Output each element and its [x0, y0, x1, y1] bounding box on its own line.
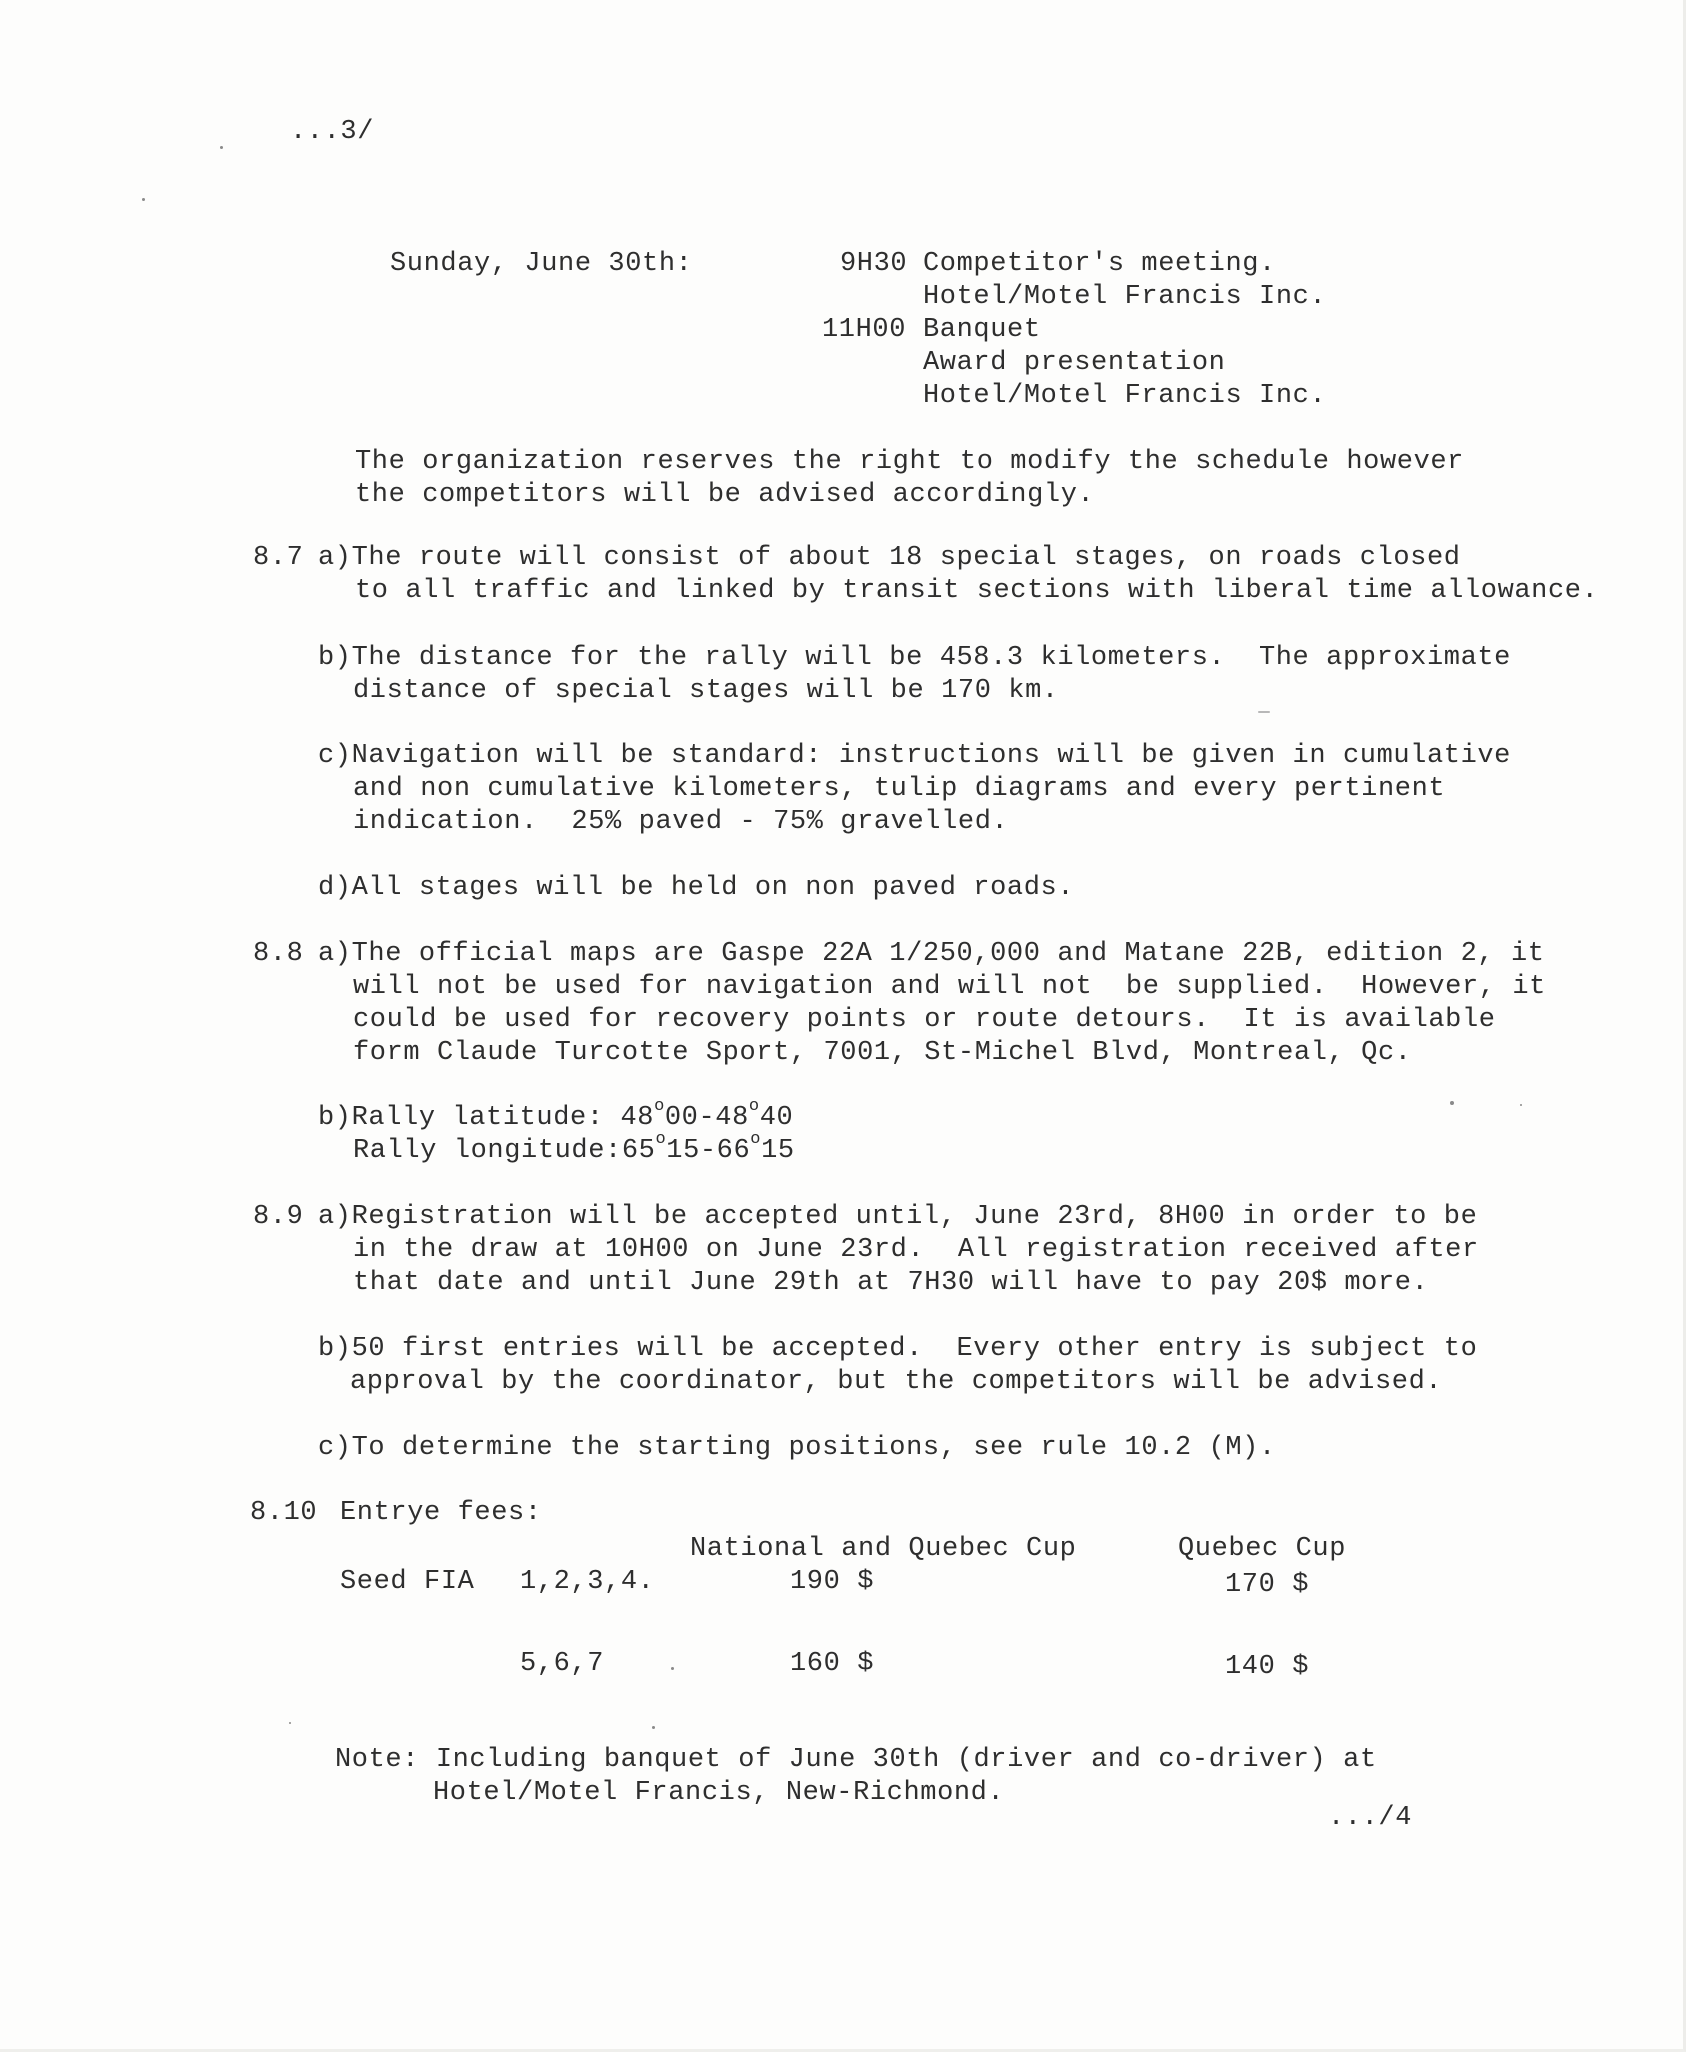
column-national-quebec-cup: National and Quebec Cup	[690, 1534, 1077, 1564]
paper-speck	[671, 1667, 674, 1670]
rally-latitude-label: b)Rally latitude:	[318, 1103, 621, 1133]
paper-speck	[289, 1722, 291, 1724]
latitude-start-degrees: 48	[620, 1103, 655, 1133]
section-8-9-a-line-2: in the draw at 10H00 on June 23rd. All registration received after	[353, 1235, 1479, 1265]
paper-speck	[1450, 1101, 1454, 1105]
fee-row-1-national: 190 $	[790, 1567, 875, 1597]
paper-speck	[1258, 711, 1270, 713]
schedule-time-2: 11H00	[822, 315, 907, 345]
page-marker-bottom: .../4	[1328, 1803, 1413, 1833]
fee-row-1-seeds: 1,2,3,4.	[520, 1567, 655, 1597]
fee-row-2-national: 160 $	[790, 1649, 875, 1679]
longitude-range: 15-66	[666, 1136, 751, 1166]
degree-symbol: o	[654, 1097, 665, 1116]
page-marker-top: ...3/	[290, 117, 375, 147]
section-8-9-b-line-2: approval by the coordinator, but the competitors will be advised.	[350, 1367, 1443, 1397]
schedule-item-1-line-2: Hotel/Motel Francis Inc.	[923, 282, 1327, 312]
rally-longitude	[353, 1130, 795, 1170]
schedule-note-line-2: the competitors will be advised accordingly.	[355, 480, 1095, 510]
longitude-start-degrees: 65	[621, 1136, 656, 1166]
schedule-day: Sunday, June 30th:	[390, 249, 693, 279]
section-8-8-a-line-2: will not be used for navigation and will not be supplied. However, it	[353, 972, 1546, 1002]
section-8-8-number: 8.8	[253, 939, 304, 969]
degree-symbol: o	[748, 1097, 760, 1116]
fee-row-1-quebec: 170 $	[1225, 1570, 1310, 1600]
latitude-range: 00-48	[664, 1103, 749, 1133]
latitude-end-minutes: 40	[759, 1103, 794, 1133]
schedule-note-line-1: The organization reserves the right to modify the schedule however	[355, 447, 1464, 477]
note-line-2: Hotel/Motel Francis, New-Richmond.	[433, 1778, 1005, 1808]
paper-speck	[652, 1726, 655, 1729]
longitude-end-minutes: 15	[761, 1136, 795, 1166]
degree-symbol: o	[750, 1130, 762, 1149]
fee-row-2-seeds: 5,6,7	[520, 1649, 605, 1679]
section-8-9-c-line-1: c)To determine the starting positions, see rule 10.2 (M).	[318, 1433, 1276, 1463]
section-8-7-a-line-1: a)The route will consist of about 18 special stages, on roads closed	[318, 543, 1461, 573]
section-8-7-b-line-2: distance of special stages will be 170 km.	[353, 676, 1059, 706]
paper-speck	[142, 198, 145, 201]
section-8-9-number: 8.9	[253, 1202, 304, 1232]
section-8-7-a-line-2: to all traffic and linked by transit sections with liberal time allowance.	[355, 576, 1599, 606]
section-8-8-a-line-1: a)The official maps are Gaspe 22A 1/250,000 and Matane 22B, edition 2, it	[318, 939, 1545, 969]
section-8-7-b-line-1: b)The distance for the rally will be 458.3 kilometers. The approximate	[318, 643, 1511, 673]
paper-speck	[220, 146, 223, 149]
schedule-item-2-line-2: Award presentation	[923, 348, 1226, 378]
section-8-7-number: 8.7	[253, 543, 304, 573]
schedule-item-2-line-1: Banquet	[923, 315, 1041, 345]
section-8-9-a-line-3: that date and until June 29th at 7H30 will have to pay 20$ more.	[353, 1268, 1429, 1298]
seed-fia-label: Seed FIA	[340, 1567, 475, 1597]
section-8-8-a-line-4: form Claude Turcotte Sport, 7001, St-Michel Blvd, Montreal, Qc.	[353, 1038, 1412, 1068]
section-8-8-a-line-3: could be used for recovery points or route detours. It is available	[353, 1005, 1496, 1035]
section-8-7-c-line-1: c)Navigation will be standard: instructions will be given in cumulative	[318, 741, 1511, 771]
section-8-7-c-line-3: indication. 25% paved - 75% gravelled.	[353, 807, 1009, 837]
section-8-10-number: 8.10	[250, 1498, 318, 1528]
paper-speck	[1520, 1104, 1522, 1106]
rally-longitude-label: Rally longitude:	[353, 1136, 622, 1166]
fee-row-2-quebec: 140 $	[1225, 1652, 1310, 1682]
note-line-1: Note: Including banquet of June 30th (driver and co-driver) at	[335, 1745, 1377, 1775]
schedule-item-1-line-1: Competitor's meeting.	[923, 249, 1276, 279]
entry-fees-title: Entrye fees:	[340, 1498, 542, 1528]
section-8-7-c-line-2: and non cumulative kilometers, tulip diagrams and every pertinent	[353, 774, 1446, 804]
column-quebec-cup: Quebec Cup	[1178, 1534, 1347, 1564]
schedule-time-1: 9H30	[840, 249, 908, 279]
section-8-9-b-line-1: b)50 first entries will be accepted. Every other entry is subject to	[318, 1334, 1478, 1364]
section-8-9-a-line-1: a)Registration will be accepted until, June 23rd, 8H00 in order to be	[318, 1202, 1478, 1232]
degree-symbol: o	[655, 1130, 667, 1149]
schedule-item-2-line-3: Hotel/Motel Francis Inc.	[923, 381, 1327, 411]
rally-latitude	[318, 1097, 794, 1137]
section-8-7-d-line-1: d)All stages will be held on non paved roads.	[318, 873, 1075, 903]
